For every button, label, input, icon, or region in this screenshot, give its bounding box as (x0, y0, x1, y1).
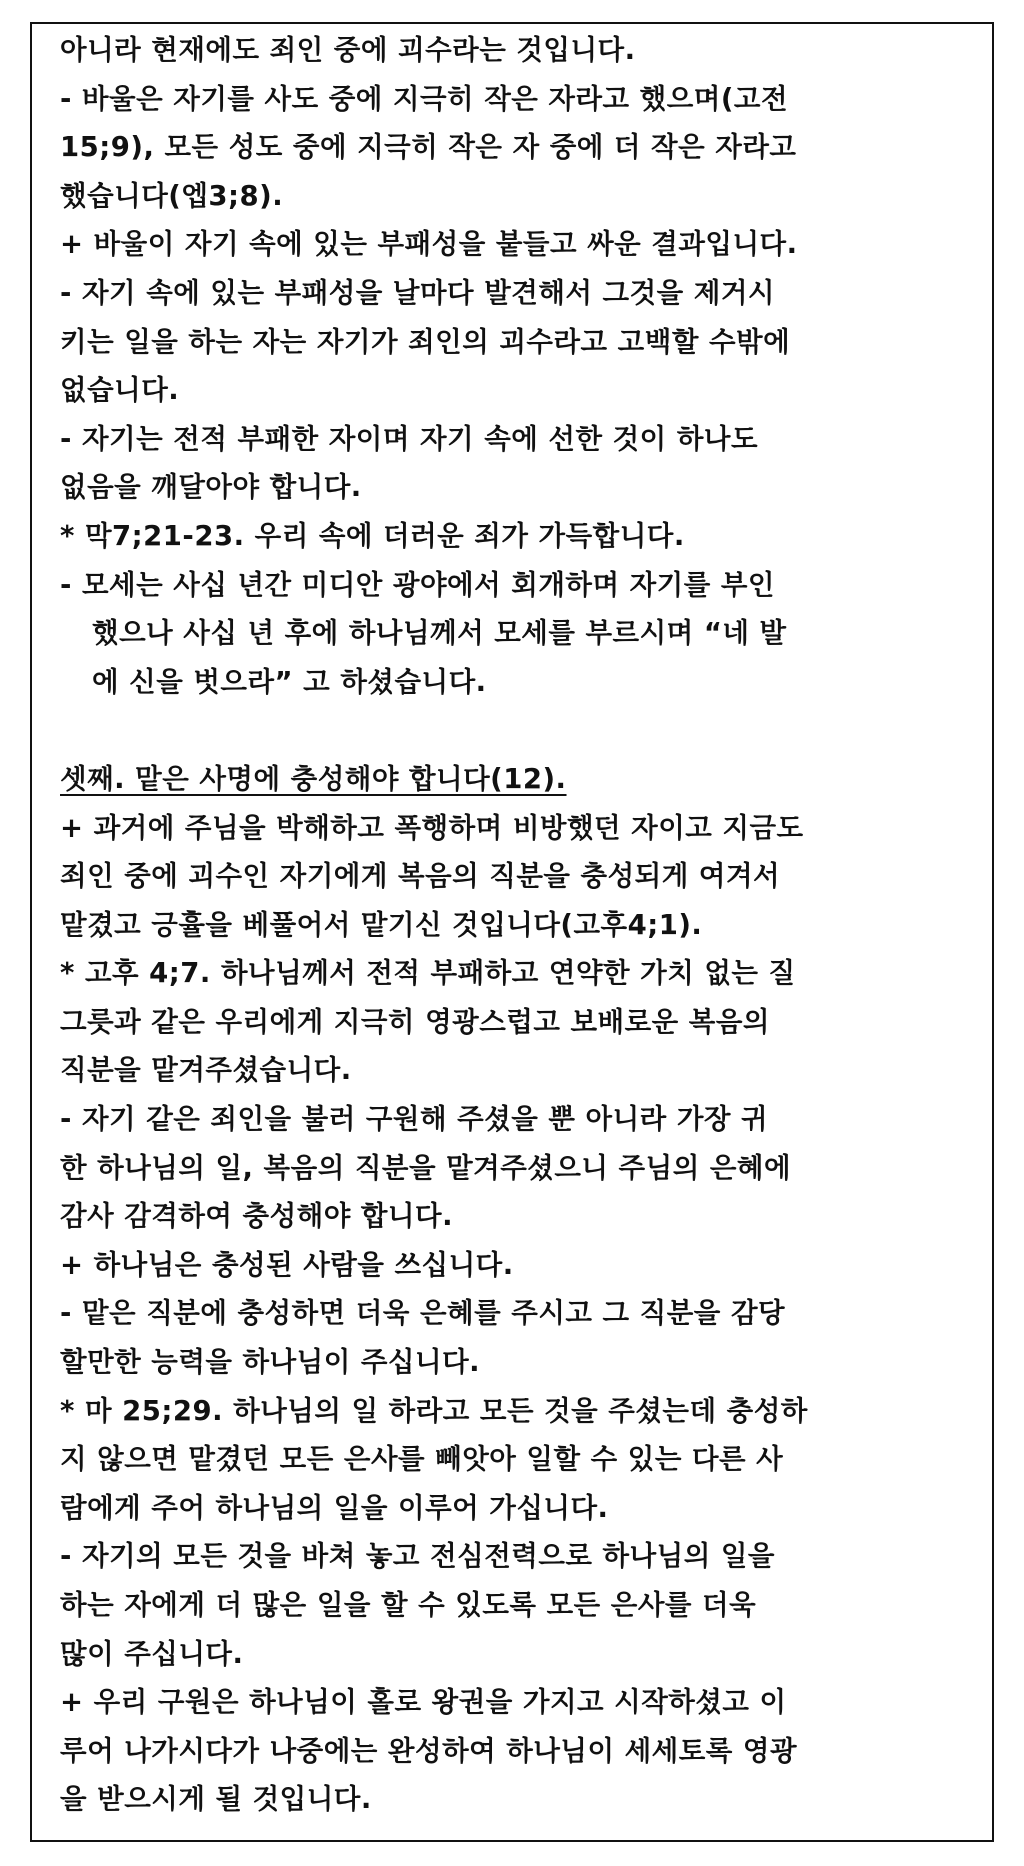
text-line: 지 않으면 맡겼던 모든 은사를 빼앗아 일할 수 있는 다른 사 (60, 1443, 784, 1476)
text-line: + 과거에 주님을 박해하고 폭행하며 비방했던 자이고 지금도 (60, 811, 804, 844)
text-line: 을 받으시게 될 것입니다. (60, 1783, 372, 1816)
text-line: 죄인 중에 괴수인 자기에게 복음의 직분을 충성되게 여겨서 (60, 860, 781, 893)
section-heading-text: 셋째. 맡은 사명에 충성해야 합니다(12). (60, 762, 567, 795)
text-line: 맡겼고 긍휼을 베풀어서 맡기신 것입니다(고후4;1). (60, 908, 703, 941)
text-line: 많이 주십니다. (60, 1637, 244, 1670)
text-line: 하는 자에게 더 많은 일을 할 수 있도록 모든 은사를 더욱 (60, 1589, 757, 1621)
text-line: 직분을 맡겨주셨습니다. (60, 1054, 352, 1087)
text-line: - 자기 같은 죄인을 불러 구원해 주셨을 뿐 아니라 가장 귀 (60, 1103, 769, 1136)
text-line: - 자기의 모든 것을 바쳐 놓고 전심전력으로 하나님의 일을 (60, 1540, 775, 1573)
text-line: 키는 일을 하는 자는 자기가 죄인의 괴수라고 고백할 수밖에 (60, 325, 791, 358)
text-line: * 마 25;29. 하나님의 일 하라고 모든 것을 주셨는데 충성하 (60, 1394, 808, 1427)
section-heading (60, 755, 970, 804)
text-line: 했습니다(엡3;8). (60, 179, 284, 212)
text-line: 했으나 사십 년 후에 하나님께서 모세를 부르시며 “네 발 (92, 617, 787, 650)
blank-line (60, 706, 970, 755)
text-line: + 하나님은 충성된 사람을 쓰십니다. (60, 1248, 514, 1281)
text-line: 그릇과 같은 우리에게 지극히 영광스럽고 보배로운 복음의 (60, 1005, 771, 1038)
text-line: - 자기는 전적 부패한 자이며 자기 속에 선한 것이 하나도 (60, 422, 759, 455)
text-line: - 모세는 사십 년간 미디안 광야에서 회개하며 자기를 부인 (60, 568, 775, 601)
text-line: 람에게 주어 하나님의 일을 이루어 가십니다. (60, 1491, 609, 1524)
text-line: 한 하나님의 일, 복음의 직분을 맡겨주셨으니 주님의 은혜에 (60, 1151, 792, 1184)
text-line: * 막7;21-23. 우리 속에 더러운 죄가 가득합니다. (60, 519, 685, 552)
text-line: 없습니다. (60, 374, 180, 407)
text-line: 에 신을 벗으라” 고 하셨습니다. (92, 665, 487, 698)
text-line: 없음을 깨달아야 합니다. (60, 471, 362, 504)
text-line: 아니라 현재에도 죄인 중에 괴수라는 것입니다. (60, 34, 636, 66)
text-line: - 바울은 자기를 사도 중에 지극히 작은 자라고 했으며(고전 (60, 82, 789, 115)
text-line: 할만한 능력을 하나님이 주십니다. (60, 1346, 481, 1379)
text-line: * 고후 4;7. 하나님께서 전적 부패하고 연약한 가치 없는 질 (60, 957, 796, 990)
document-text (60, 26, 970, 1824)
text-line: - 맡은 직분에 충성하면 더욱 은혜를 주시고 그 직분을 감당 (60, 1297, 786, 1330)
text-line: - 자기 속에 있는 부패성을 날마다 발견해서 그것을 제거시 (60, 276, 775, 309)
text-line: 루어 나가시다가 나중에는 완성하여 하나님이 세세토록 영광 (60, 1734, 798, 1767)
text-line: + 우리 구원은 하나님이 홀로 왕권을 가지고 시작하셨고 이 (60, 1686, 787, 1719)
text-line: 감사 감격하여 충성해야 합니다. (60, 1200, 454, 1233)
text-line: + 바울이 자기 속에 있는 부패성을 붙들고 싸운 결과입니다. (60, 228, 798, 261)
text-line: 15;9), 모든 성도 중에 지극히 작은 자 중에 더 작은 자라고 (60, 131, 797, 164)
